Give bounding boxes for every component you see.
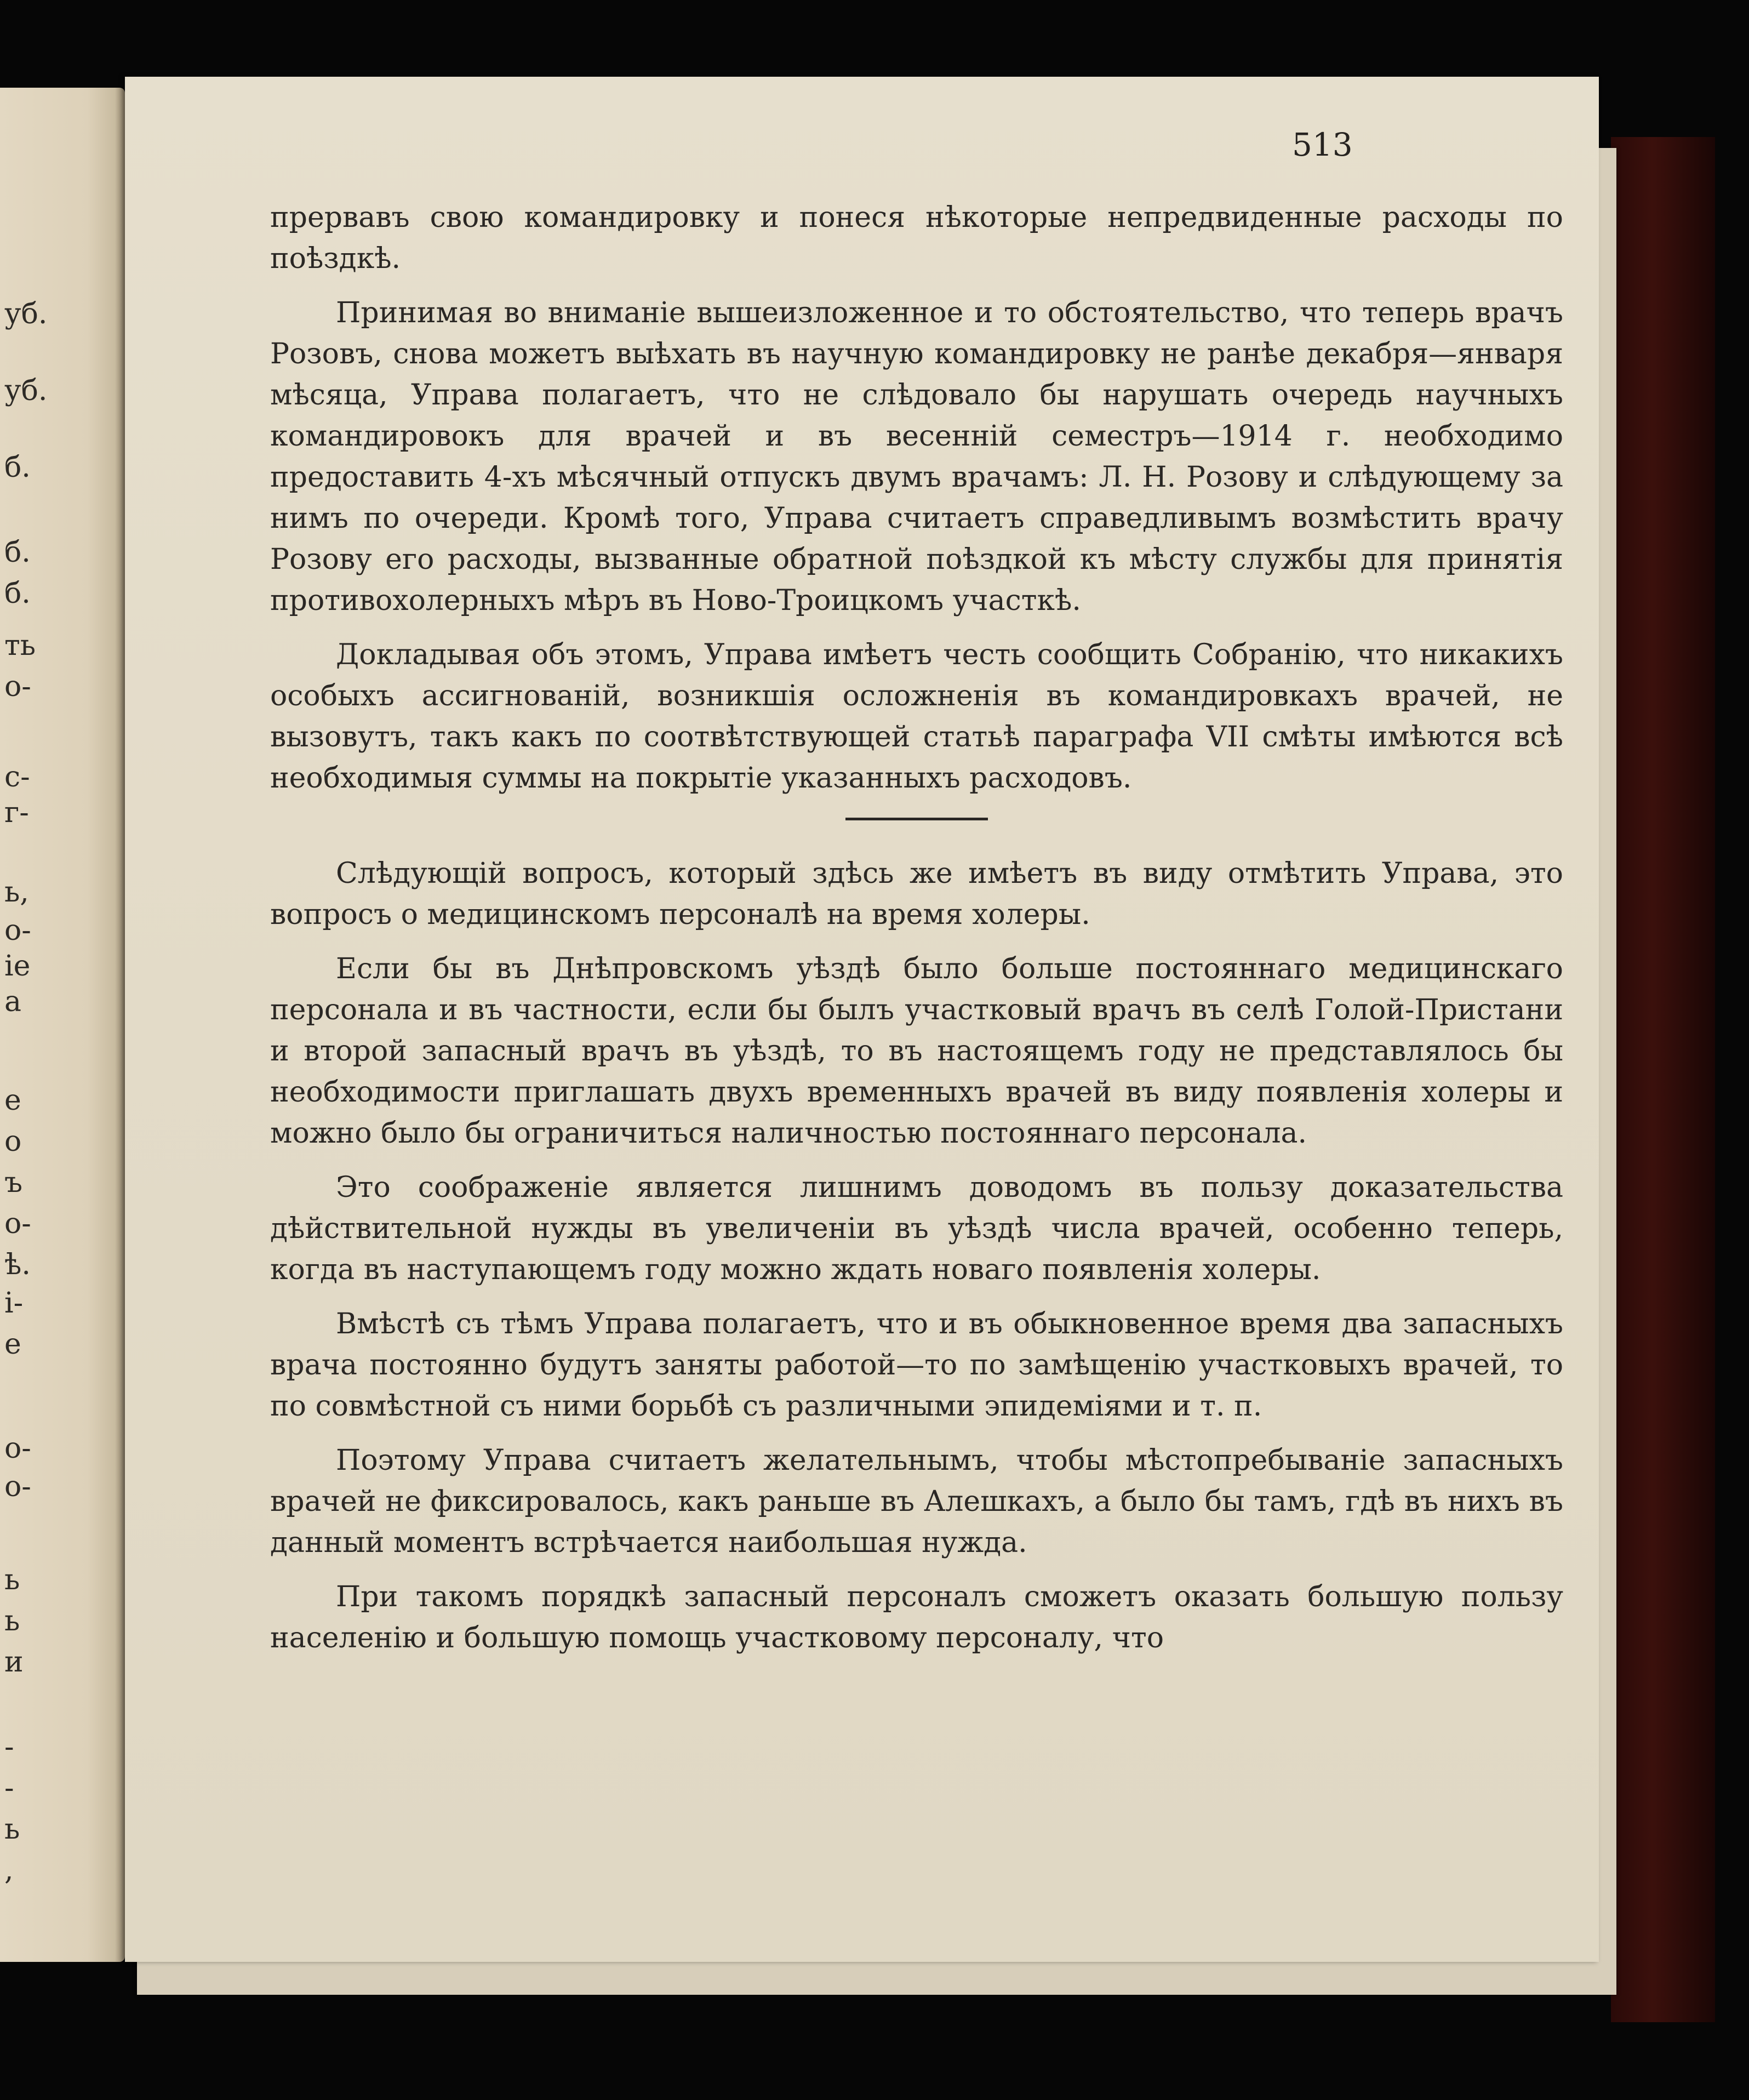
left-fragment: о- [4, 1432, 31, 1465]
left-fragment: ь [4, 1813, 20, 1846]
left-fragment: и [4, 1646, 24, 1679]
left-fragment: ie [4, 950, 31, 983]
left-fragment: с- [4, 761, 30, 794]
left-fragment: а [4, 985, 22, 1018]
page-number: 513 [1292, 126, 1353, 163]
left-fragment: ть [4, 629, 36, 662]
left-fragment: ь, [4, 876, 29, 909]
left-fragment: ь [4, 1605, 20, 1637]
paragraph: Слѣдующій вопросъ, который здѣсь же имѣетъ въ виду отмѣтить Управа, это вопросъ о медицинскомъ персоналѣ на время холеры. [270, 857, 1563, 931]
section-divider [845, 818, 988, 820]
left-fragment: ѣ. [4, 1248, 31, 1281]
paragraph: Докладывая объ этомъ, Управа имѣетъ честь сообщить Собранію, что никакихъ особыхъ ассигнованій, возникшія осложненія въ командировкахъ врачей, не вызовутъ, такъ какъ по соотвѣтствующей статьѣ параграфа VII смѣты имѣются всѣ необходимыя суммы на покрытіе указанныхъ расходовъ. [270, 638, 1563, 795]
paragraph: прервавъ свою командировку и понеся нѣкоторые непредвиденные расходы по поѣздкѣ. [270, 201, 1563, 275]
left-fragment: - [4, 1772, 14, 1805]
left-fragment: е [4, 1328, 21, 1361]
left-page-text-fragments [4, 88, 119, 1962]
left-fragment: ь [4, 1563, 20, 1596]
left-fragment: , [4, 1854, 14, 1887]
paragraph: Принимая во вниманіе вышеизложенное и то обстоятельство, что теперь врачъ Розовъ, снова можетъ выѣхать въ научную командировку не ранѣе декабря—января мѣсяца, Управа полагаетъ, что не слѣдовало бы нарушать очередь научныхъ командировокъ для врачей и въ весенній семестръ—1914 г. необходимо предоставить 4-хъ мѣсячный отпускъ двумъ врачамъ: Л. Н. Розову и слѣдующему за нимъ по очереди. Кромѣ того, Управа считаетъ справедливымъ возмѣстить врачу Розову его расходы, вызванные обратной поѣздкой къ мѣсту службы для принятія противохолерныхъ мѣръ въ Ново-Троицкомъ участкѣ. [270, 296, 1563, 617]
left-fragment: - [4, 1731, 14, 1764]
left-fragment: б. [4, 536, 31, 569]
paragraph: Если бы въ Днѣпровскомъ уѣздѣ было больше постояннаго медицинскаго персонала и въ частности, если бы былъ участковый врачъ въ селѣ Голой-Пристани и второй запасный врачъ въ уѣздѣ, то въ настоящемъ году не представлялось бы необходимости приглашать двухъ временныхъ врачей въ виду появленія холеры и можно было бы ограничиться наличностью постояннаго персонала. [270, 952, 1563, 1150]
book-spine-edge [1611, 137, 1715, 2022]
paragraph: При такомъ порядкѣ запасный персоналъ сможетъ оказать большую пользу населенію и большую помощь участковому персоналу, что [270, 1580, 1563, 1654]
left-fragment: б. [4, 577, 31, 610]
left-fragment: уб. [4, 298, 48, 330]
left-fragment: о- [4, 1470, 31, 1503]
left-fragment: е [4, 1084, 21, 1117]
left-fragment: о [4, 1125, 22, 1158]
left-fragment: о- [4, 670, 31, 703]
left-fragment: і- [4, 1287, 24, 1320]
paragraph: Это соображеніе является лишнимъ доводомъ въ пользу доказательства дѣйствительной нужды въ увеличеніи въ уѣздѣ числа врачей, особенно теперь, когда въ наступающемъ году можно ждать новаго появленія холеры. [270, 1171, 1563, 1286]
left-fragment: о- [4, 914, 31, 947]
body-text [270, 197, 1563, 1672]
left-fragment: о- [4, 1207, 31, 1240]
left-fragment: г- [4, 796, 29, 829]
left-fragment: ъ [4, 1166, 23, 1199]
left-fragment: уб. [4, 374, 48, 407]
left-facing-page [0, 88, 125, 1962]
left-fragment: б. [4, 451, 31, 484]
paragraph: Поэтому Управа считаетъ желательнымъ, чтобы мѣстопребываніе запасныхъ врачей не фиксировалось, какъ раньше въ Алешкахъ, а было бы тамъ, гдѣ въ нихъ въ данный моментъ встрѣчается наибольшая нужда. [270, 1444, 1563, 1559]
main-page [125, 77, 1599, 1962]
paragraph: Вмѣстѣ съ тѣмъ Управа полагаетъ, что и въ обыкновенное время два запасныхъ врача постоянно будутъ заняты работой—то по замѣщенію участковыхъ врачей, то по совмѣстной съ ними борьбѣ съ различными эпидеміями и т. п. [270, 1308, 1563, 1423]
